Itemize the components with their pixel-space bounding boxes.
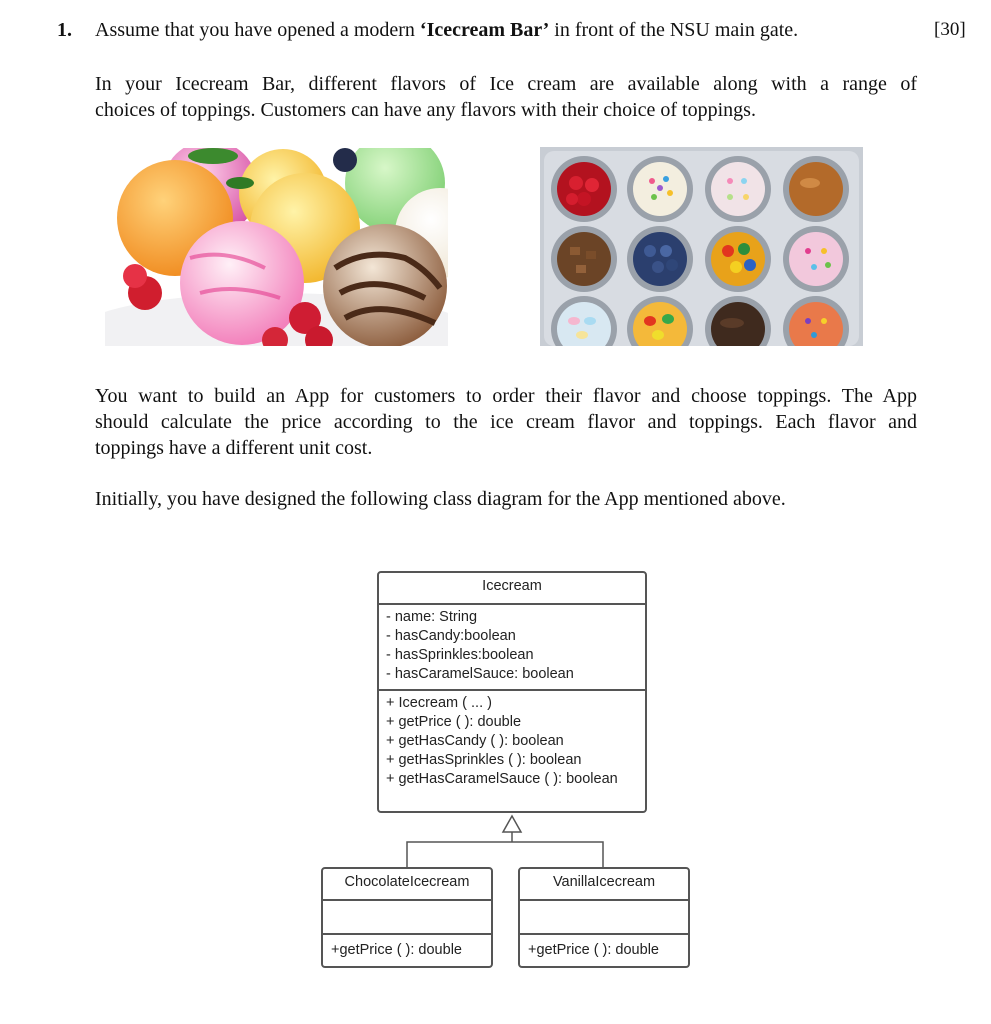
attribute-has-candy: - hasCandy:boolean	[386, 628, 516, 644]
method-get-has-candy: + getHasCandy ( ): boolean	[386, 733, 564, 749]
class-chocolate-icecream-attributes	[323, 899, 491, 933]
app-line-2: should calculate the price according to the ice cream flavor and toppings. Each flavor and	[95, 411, 917, 433]
class-vanilla-icecream	[518, 867, 690, 968]
attribute-has-sprinkles: - hasSprinkles:boolean	[386, 647, 534, 663]
question-marks: [30]	[934, 19, 966, 40]
question-number: 1.	[57, 19, 72, 41]
class-chocolate-icecream-name: ChocolateIcecream	[344, 874, 470, 890]
class-vanilla-icecream-attributes	[520, 899, 688, 933]
class-chocolate-icecream	[321, 867, 493, 968]
method-get-price: + getPrice ( ): double	[386, 714, 522, 730]
class-vanilla-icecream-name: VanillaIcecream	[552, 874, 656, 890]
generalization-lines	[407, 842, 603, 867]
question-text-suffix: in front of the NSU main gate.	[549, 19, 799, 41]
chocolate-method-get-price: +getPrice ( ): double	[331, 942, 462, 958]
method-get-has-sprinkles: + getHasSprinkles ( ): boolean	[386, 752, 582, 768]
intro-line-1: In your Icecream Bar, different flavors of Ice cream are available along with a range of	[95, 73, 917, 95]
app-line-3: toppings have a different unit cost.	[95, 437, 373, 459]
intro-line-2: choices of toppings. Customers can have any flavors with their choice of toppings.	[95, 99, 756, 121]
method-constructor: + Icecream ( ... )	[386, 695, 492, 711]
vanilla-method-get-price: +getPrice ( ): double	[528, 942, 659, 958]
inheritance-arrow-icon	[503, 816, 521, 832]
class-icecream-name: Icecream	[482, 578, 542, 594]
attribute-name: - name: String	[386, 609, 478, 625]
app-line-1: You want to build an App for customers to order their flavor and choose toppings. The App	[95, 385, 917, 407]
diagram-intro-line: Initially, you have designed the following class diagram for the App mentioned above.	[95, 488, 786, 510]
method-get-has-caramel-sauce: + getHasCaramelSauce ( ): boolean	[386, 771, 618, 787]
class-vanilla-icecream-methods	[520, 933, 688, 960]
bar-name: ‘Icecream Bar’	[419, 19, 550, 41]
attribute-has-caramel-sauce: - hasCaramelSauce: boolean	[386, 666, 574, 682]
question-text-prefix: Assume that you have opened a modern	[95, 19, 420, 41]
class-chocolate-icecream-methods	[323, 933, 491, 960]
